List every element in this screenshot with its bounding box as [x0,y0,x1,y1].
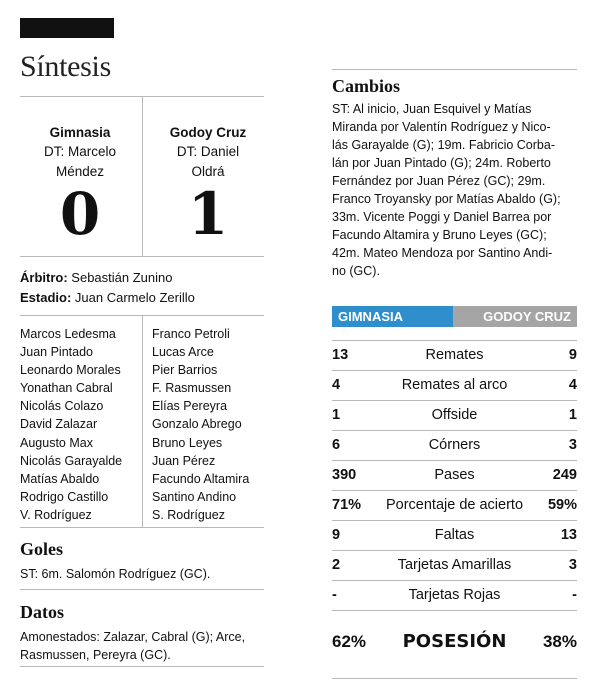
stat-home-value: 9 [332,527,341,543]
header-bar [20,18,114,38]
player: Juan Pérez [152,453,216,468]
stat-away-value: 13 [560,527,577,543]
divider [20,256,264,257]
referee-value: Sebastián Zunino [71,270,173,285]
cambios-line: Facundo Altamira y Bruno Leyes (GC); [332,228,547,242]
divider [20,666,264,667]
home-lineup [20,325,122,524]
stats-away-header: GODOY CRUZ [453,306,577,327]
stat-label: Faltas [434,527,475,543]
cambios-line: ST: Al inicio, Juan Esquivel y Matías [332,102,532,116]
stat-home-value: 4 [332,377,341,393]
goals-title: Goles [20,539,63,559]
stat-row [332,520,577,550]
player: Bruno Leyes [152,435,223,450]
stat-row [332,430,577,460]
cambios-line: 33m. Vicente Poggi y Daniel Barrea por [332,210,552,224]
stat-divider [332,430,577,431]
stat-away-value: 3 [568,437,577,453]
home-score: 0 [59,180,101,248]
stat-row [332,400,577,430]
player: Leonardo Morales [20,363,121,378]
stat-row [332,460,577,490]
stat-row [332,370,577,400]
stat-divider [332,460,577,461]
cambios-line: Fernández por Juan Pérez (GC); 29m. [332,174,546,188]
divider [142,96,143,256]
stat-row [332,580,577,610]
stat-label: Pases [434,467,475,483]
home-coach: DT: Marcelo [43,144,116,159]
stat-home-value: 6 [332,437,341,453]
possession-home: 62% [332,632,367,651]
away-team [148,124,268,248]
cambios-text [332,100,577,280]
stadium-label: Estadio: [20,290,72,305]
divider [20,589,264,590]
player: Gonzalo Abrego [152,417,242,432]
goals-text: ST: 6m. Salomón Rodríguez (GC). [20,567,211,581]
cambios-line: lás Garayalde (G); 19m. Fabricio Corba- [332,138,555,152]
stat-home-value: 2 [332,557,341,573]
referee [20,268,172,288]
stat-row [332,550,577,580]
stat-label: Tarjetas Rojas [408,587,501,603]
player: Santino Andino [152,489,237,504]
stat-row [332,490,577,520]
player: Augusto Max [20,435,93,450]
player: Matías Abaldo [20,471,100,486]
divider [332,678,577,679]
stat-away-value: 59% [547,497,577,513]
referee-label: Árbitro: [20,270,68,285]
stat-label: Tarjetas Amarillas [397,557,512,573]
stat-away-value: 249 [552,467,577,483]
possession-away: 38% [542,632,577,651]
stat-divider [332,400,577,401]
stat-divider [332,610,577,611]
away-team-name: Godoy Cruz [169,125,247,140]
home-team-name: Gimnasia [49,125,111,140]
player: Pier Barrios [152,363,218,378]
stat-home-value: 71% [332,497,362,513]
away-coach: Oldrá [191,164,225,179]
stat-label: Porcentaje de acierto [385,497,524,513]
page-title: Síntesis [20,50,111,83]
stat-away-value: 1 [568,407,577,423]
player: Elías Pereyra [152,399,228,414]
cambios-line: 42m. Mateo Mendoza por Santino Andi- [332,246,553,260]
divider [20,527,264,528]
cambios-title: Cambios [332,76,401,96]
home-team [20,124,140,248]
stat-label: Córners [428,437,481,453]
stat-divider [332,520,577,521]
player: Yonathan Cabral [20,381,113,396]
stat-row [332,340,577,370]
player: Franco Petroli [152,327,230,341]
stat-home-value: 1 [332,407,341,423]
player: Facundo Altamira [152,471,250,486]
stat-home-value: 13 [332,347,349,363]
cambios-line: lán por Juan Pintado (G); 24m. Roberto [332,156,551,170]
stat-label: Remates al arco [401,377,508,393]
stat-divider [332,340,577,341]
stat-divider [332,580,577,581]
player: Rodrigo Castillo [20,489,109,504]
datos-text [20,628,245,664]
away-lineup [152,325,249,524]
stat-away-value: 3 [568,557,577,573]
player: Marcos Ledesma [20,327,116,341]
stat-label: Offside [431,407,478,423]
cambios-line: no (GC). [332,264,380,278]
possession-label: POSESIÓN [402,631,507,652]
divider [142,315,143,527]
player: David Zalazar [20,417,98,432]
divider [332,69,577,70]
away-coach: DT: Daniel [176,144,240,159]
stadium [20,288,195,308]
cambios-line: Miranda por Valentín Rodríguez y Nico- [332,120,551,134]
stat-label: Remates [425,347,484,363]
stat-away-value: 9 [568,347,577,363]
stat-away-value: 4 [568,377,577,393]
datos-title: Datos [20,602,64,622]
stat-divider [332,550,577,551]
player: F. Rasmussen [152,381,232,396]
player: V. Rodríguez [20,507,92,522]
stat-divider [332,490,577,491]
stats-home-header: GIMNASIA [332,306,453,327]
datos-line: Rasmussen, Pereyra (GC). [20,648,171,662]
cambios-line: Franco Troyansky por Matías Abaldo (G); [332,192,561,206]
stat-away-value: - [572,587,577,603]
possession-row [332,627,577,657]
datos-line: Amonestados: Zalazar, Cabral (G); Arce, [20,630,246,644]
player: Nicolás Colazo [20,399,104,414]
stat-home-value: 390 [332,467,357,483]
player: Nicolás Garayalde [20,453,123,468]
stat-divider [332,370,577,371]
stadium-value: Juan Carmelo Zerillo [74,290,195,305]
player: Lucas Arce [152,345,214,360]
player: Juan Pintado [20,345,93,360]
player: S. Rodríguez [152,507,225,522]
stat-home-value: - [332,587,337,603]
away-score: 1 [187,180,229,248]
home-coach: Méndez [55,164,105,179]
